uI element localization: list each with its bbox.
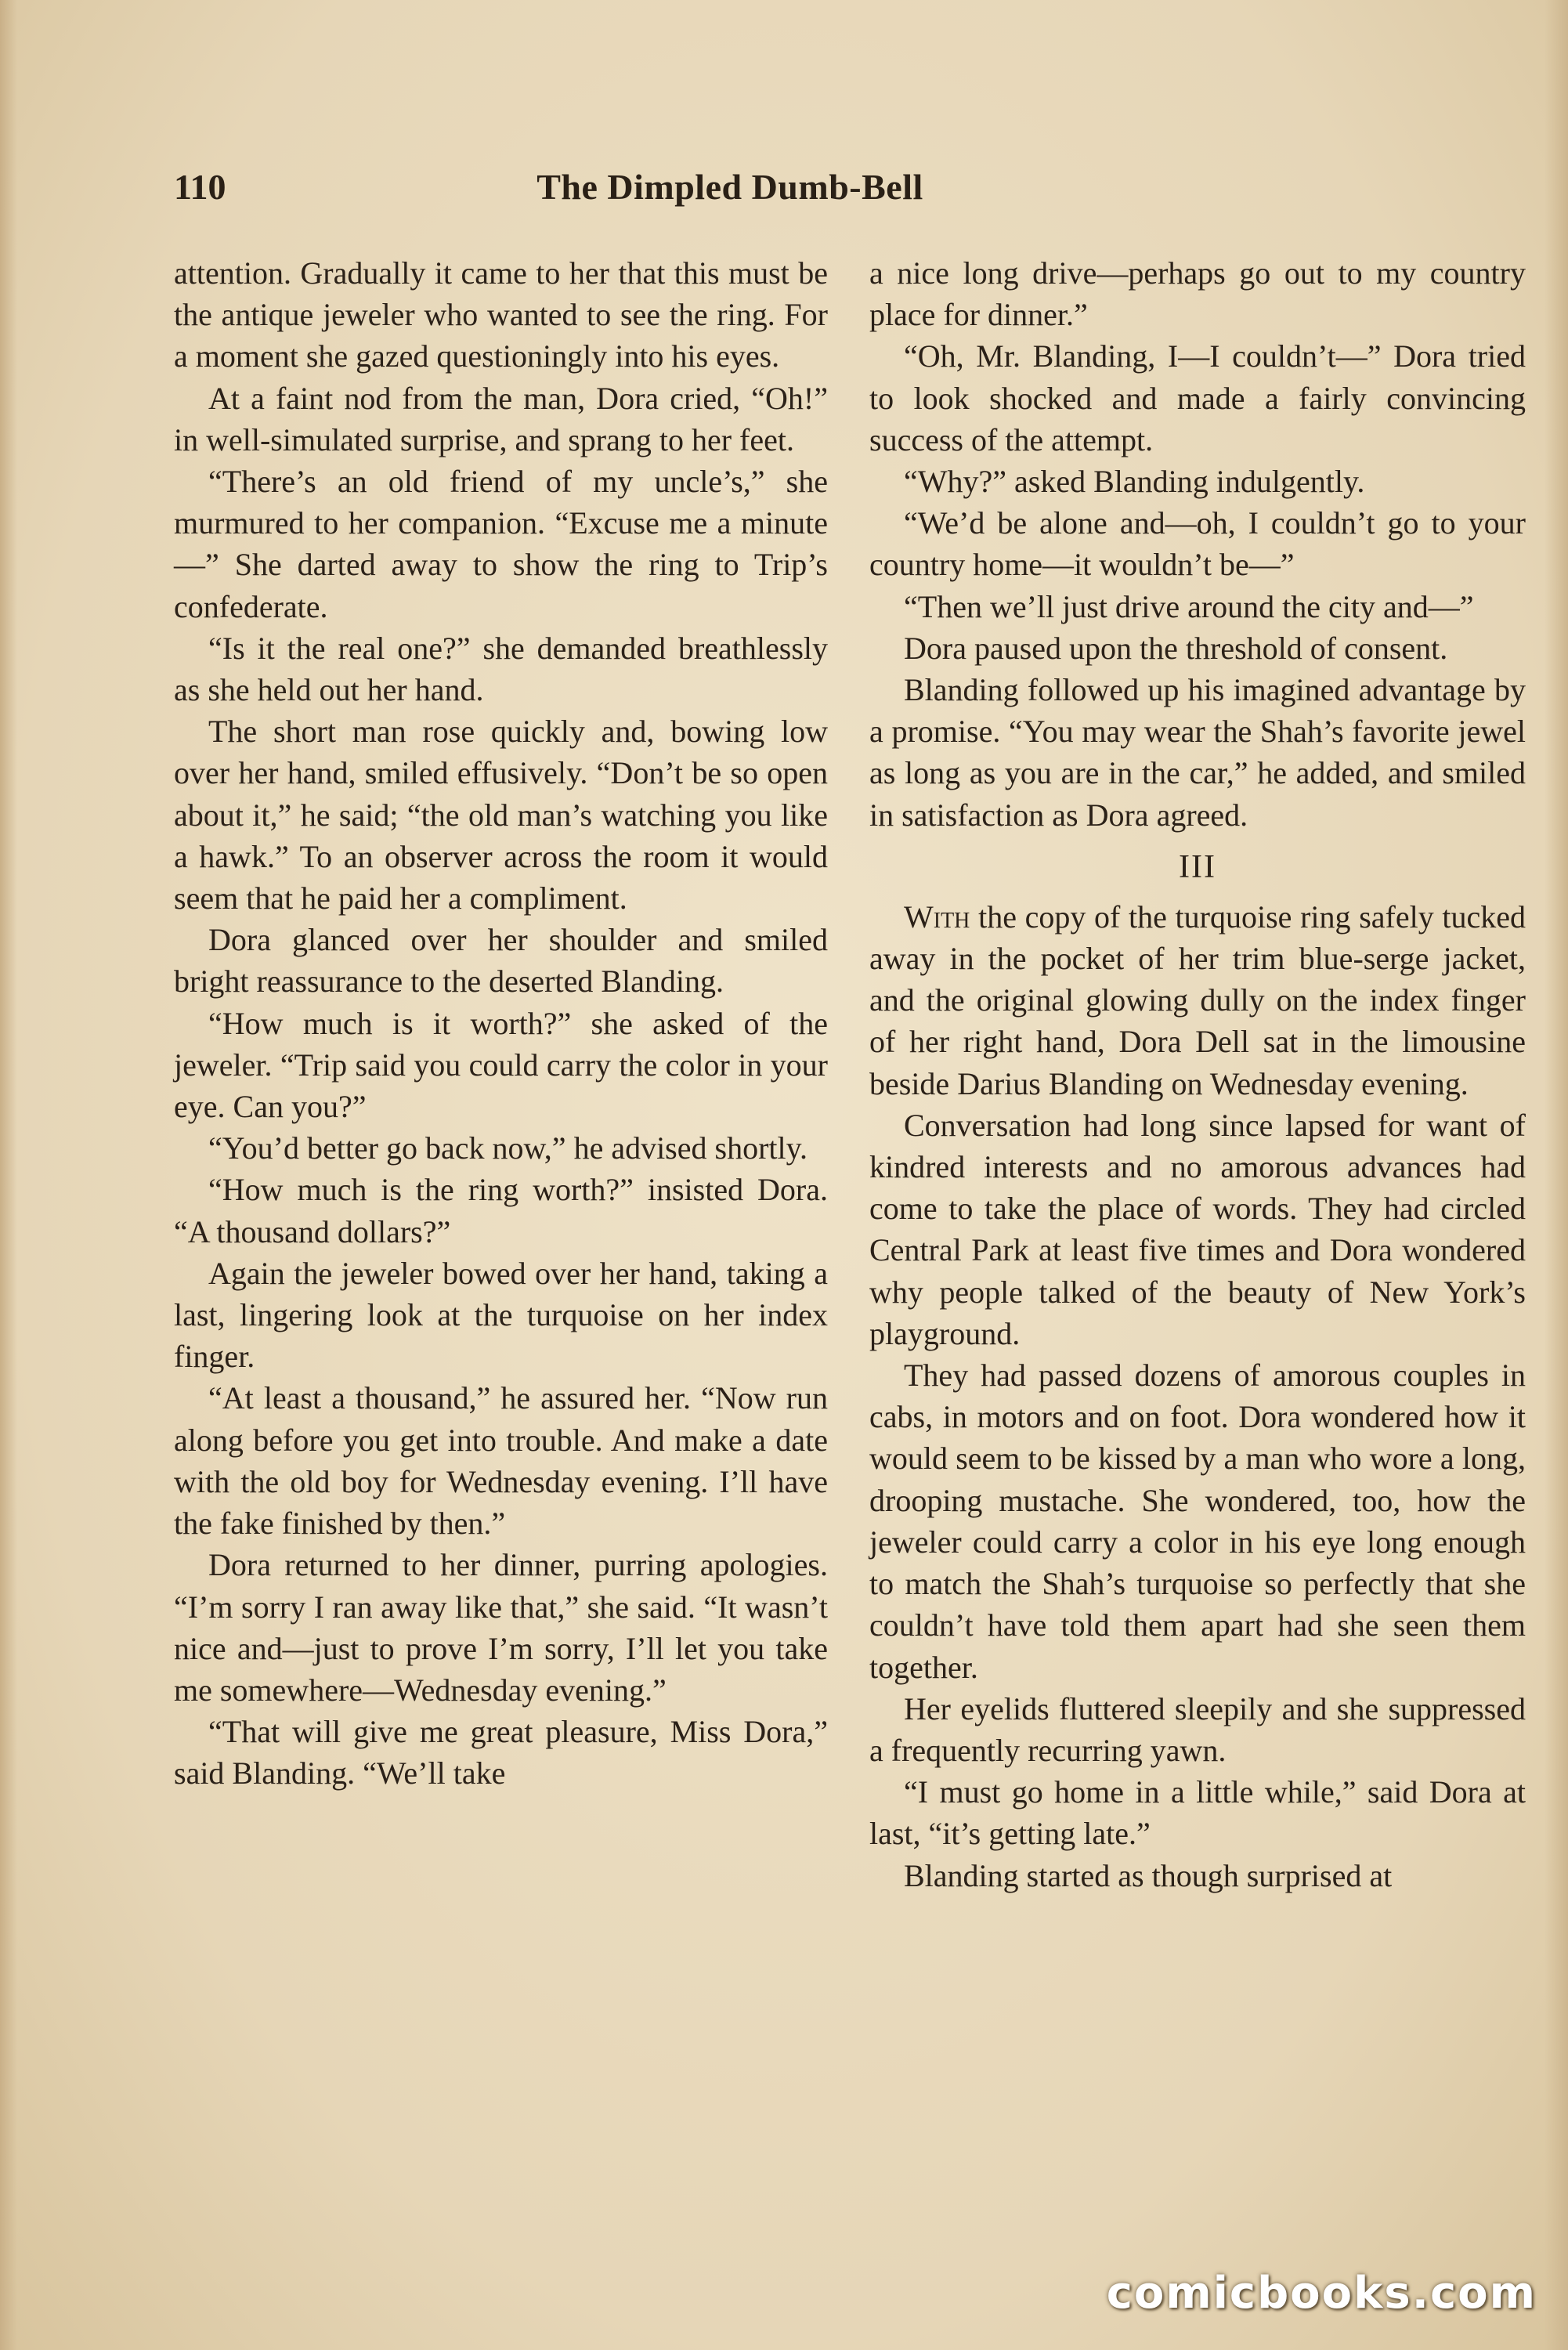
paragraph: “Oh, Mr. Blanding, I—I couldn’t—” Dora tried to look shocked and made a fairly convincing success of the attempt. xyxy=(869,338,1526,457)
paragraph: “Why?” asked Blanding indulgently. xyxy=(904,464,1365,500)
paragraph: Conversation had long since lapsed for want of kindred interests and no amorous advances had come to take the place of words. They had circled Central Park at least five times and Dora wondered why people talked of the beauty of New York’s playground. xyxy=(869,1107,1526,1351)
lead-small-caps: With xyxy=(904,898,970,935)
paragraph: “We’d be alone and—oh, I couldn’t go to your country home—it wouldn’t be—” xyxy=(869,505,1526,583)
lead-text: the copy of the turquoise ring safely tucked away in the pocket of her trim blue-serge jacket, and the original glowing dully on the index finger of her right hand, Dora Dell sat in the limousine beside Darius Blanding on Wednesday evening. xyxy=(869,898,1526,1101)
watermark: comicbooks.com xyxy=(1106,2268,1537,2319)
page-number: 110 xyxy=(174,167,226,207)
paragraph: attention. Gradually it came to her that this must be the antique jeweler who wanted to see the ring. For a moment she gazed questioningly into his eyes. xyxy=(174,255,828,374)
paragraph: Blanding started as though surprised at xyxy=(904,1857,1393,1893)
page-edge-shadow-right xyxy=(1545,0,1568,2350)
right-column xyxy=(869,252,1526,1896)
paragraph: a nice long drive—perhaps go out to my country place for dinner.” xyxy=(869,255,1526,333)
paragraph: “At least a thousand,” he assured her. “Now run along before you get into trouble. And make a date with the old boy for Wednesday evening. I’ll have the fake finished by then.” xyxy=(174,1380,828,1542)
paragraph: Dora returned to her dinner, purring apologies. “I’m sorry I ran away like that,” she said. “It wasn’t nice and—just to prove I’m sorry, I’ll let you take me somewhere—Wednesday evening.” xyxy=(174,1547,828,1708)
paragraph: “I must go home in a little while,” said Dora at last, “it’s getting late.” xyxy=(869,1774,1526,1852)
paragraph: Blanding followed up his imagined advantage by a promise. “You may wear the Shah’s favorite jewel as long as you are in the car,” he added, and smiled in satisfaction as Dora agreed. xyxy=(869,672,1526,833)
paragraph: Again the jeweler bowed over her hand, taking a last, lingering look at the turquoise on her index finger. xyxy=(174,1255,828,1375)
section-lead-paragraph xyxy=(869,896,1526,1104)
paragraph: “You’d better go back now,” he advised shortly. xyxy=(208,1130,808,1166)
paragraph: “That will give me great pleasure, Miss Dora,” said Blanding. “We’ll take xyxy=(174,1714,828,1791)
paragraph: “There’s an old friend of my uncle’s,” she murmured to her companion. “Excuse me a minute—” She darted away to show the ring to Trip’s confederate. xyxy=(174,464,828,624)
paragraph: “Is it the real one?” she demanded breathlessly as she held out her hand. xyxy=(174,630,828,708)
paragraph: “How much is the ring worth?” insisted Dora. “A thousand dollars?” xyxy=(174,1172,828,1249)
paragraph: They had passed dozens of amorous couples in cabs, in motors and on foot. Dora wondered how it would seem to be kissed by a man who wore a long, drooping mustache. She wondered, too, how the jeweler could carry a color in his eye long enough to match the Shah’s turquoise so perfectly that she couldn’t have told them apart had she seen them together. xyxy=(869,1358,1526,1685)
paragraph: Dora paused upon the threshold of consent. xyxy=(904,630,1448,666)
paragraph: “Then we’ll just drive around the city and—” xyxy=(904,588,1474,624)
left-column xyxy=(174,252,828,1795)
section-heading: III xyxy=(1179,848,1216,885)
paragraph: At a faint nod from the man, Dora cried, “Oh!” in well-simulated surprise, and sprang to her feet. xyxy=(174,380,828,457)
page-header xyxy=(174,166,1286,221)
page-edge-shadow-left xyxy=(0,0,17,2350)
paragraph: Dora glanced over her shoulder and smiled bright reassurance to the deserted Blanding. xyxy=(174,922,828,1000)
paragraph: “How much is it worth?” she asked of the jeweler. “Trip said you could carry the color in your eye. Can you?” xyxy=(174,1005,828,1125)
paragraph: Her eyelids fluttered sleepily and she suppressed a frequently recurring yawn. xyxy=(869,1690,1526,1768)
paragraph: The short man rose quickly and, bowing low over her hand, smiled effusively. “Don’t be so open about it,” he said; “the old man’s watching you like a hawk.” To an observer across the room it would seem that he paid her a compliment. xyxy=(174,714,828,916)
running-title: The Dimpled Dumb-Bell xyxy=(537,167,923,207)
